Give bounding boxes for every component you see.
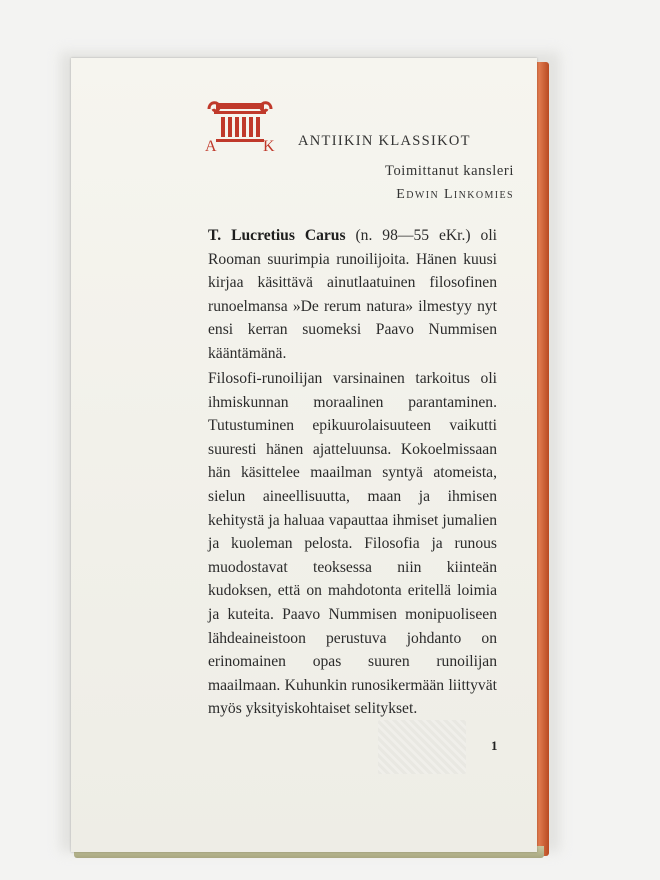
logo-letter-k: K: [263, 138, 275, 153]
series-logo-icon: [204, 97, 276, 153]
series-title: ANTIIKIN KLASSIKOT: [298, 133, 471, 149]
intro-text: (n. 98—55 eKr.) oli Rooman suurimpia runoilijoita. Hänen kuusi kirjaa käsittävä ainutlaatuinen filosofinen runoelmansa »De rerum natura» ilmestyy nyt ensi kerran suomeksi Paavo Nummisen kääntämänä.: [208, 227, 497, 362]
editor-label: Toimittanut kansleri: [385, 163, 514, 179]
page-number: 1: [491, 738, 498, 753]
author-name: T. Lucretius Carus: [208, 227, 346, 244]
logo-letter-a: A: [205, 138, 217, 153]
description-paragraph: Filosofi-runoilijan varsinainen tarkoitus oli ihmiskunnan moraalinen parantaminen. Tutustuminen epikuurolaisuuteen vaikutti suuresti hänen ajatteluunsa. Kokoelmissaan hän käsittelee maailman syntyä atomeista, sielun aineellisuutta, maan ja ihmisen kehitystä ja haluaa vapauttaa ihmiset jumalien ja kuoleman pelosta. Filosofia ja runous muodostavat teoksessa niin kiinteän kudoksen, että on mahdotonta eritellä loimia ja kuteita. Paavo Nummisen monipuoliseen lähdeaineistoon perustuva johdanto on erinomainen opas suuren runoilijan maailmaan. Kuhunkin runosikermään liittyvät myös yksityiskohtaiset selitykset.: [208, 370, 497, 718]
intro-paragraph: [208, 224, 497, 366]
price-sticker-residue: [378, 720, 466, 774]
editor-name: Edwin Linkomies: [396, 187, 514, 202]
